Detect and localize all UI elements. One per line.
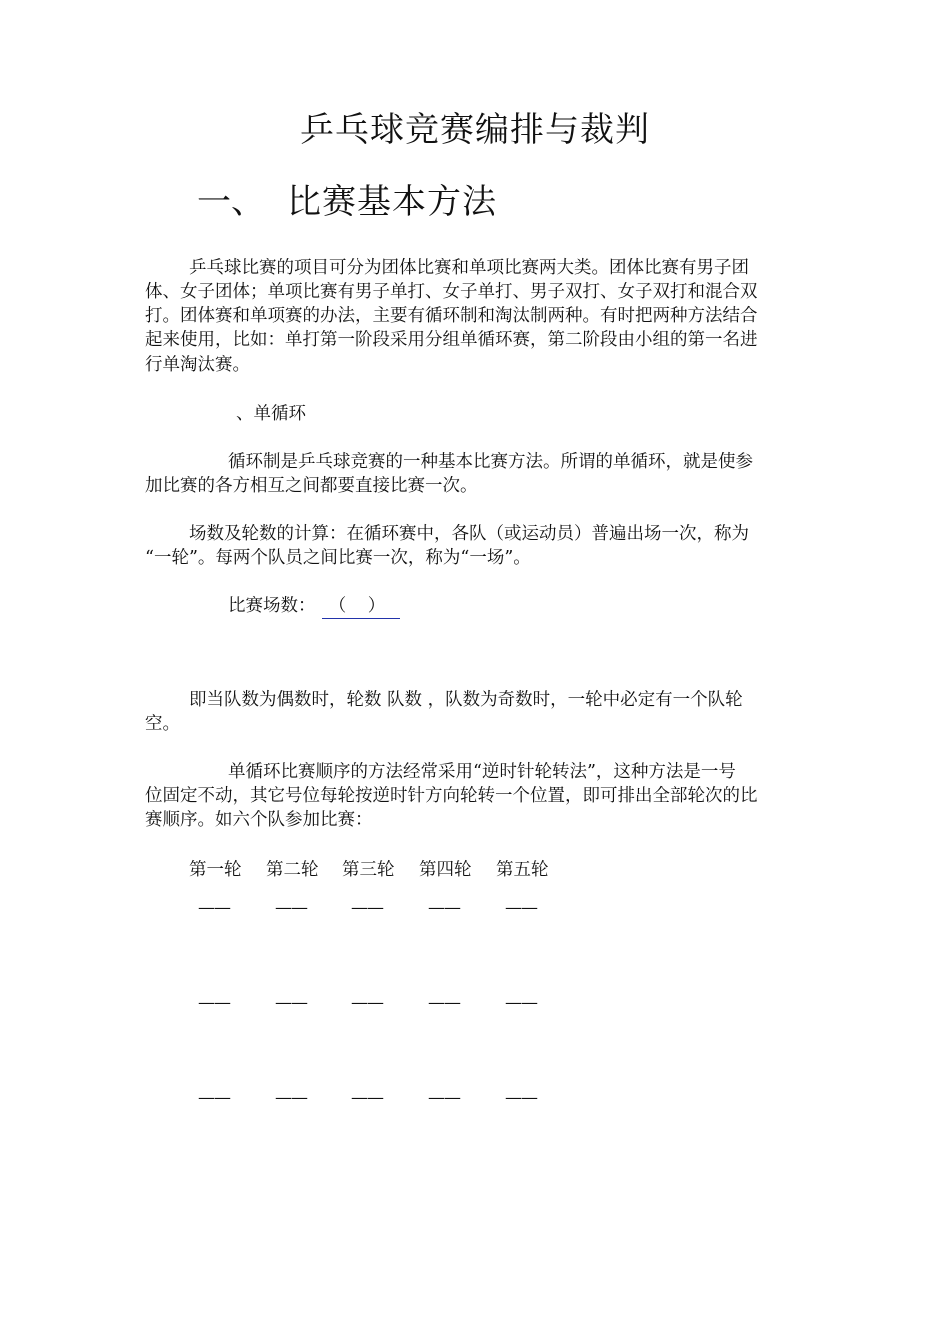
round-header: 第二轮 [266, 860, 319, 880]
pairing-blank: —— [428, 898, 460, 918]
pairing-blank: —— [351, 898, 383, 918]
pairing-blank: —— [505, 898, 537, 918]
round-header: 第五轮 [496, 860, 549, 880]
intro-line: 起来使用，比如：单打第一阶段采用分组单循环赛，第二阶段由小组的第一名进 [145, 330, 758, 350]
section-heading: 比赛基本方法 [287, 182, 497, 222]
pairing-blank: —— [275, 1088, 307, 1108]
match-count-blank-text: （ ） [322, 594, 400, 619]
round-robin-line: 循环制是乒乓球竞赛的一种基本比赛方法。所谓的单循环，就是使参 [228, 452, 753, 472]
round-header: 第一轮 [189, 860, 242, 880]
pairing-blank: —— [505, 993, 537, 1013]
pairing-blank: —— [198, 1088, 230, 1108]
pairing-blank: —— [428, 993, 460, 1013]
calc-line: “一轮”。每两个队员之间比赛一次，称为“一场”。 [145, 548, 531, 568]
intro-line: 行单淘汰赛。 [145, 355, 250, 375]
pairing-blank: —— [351, 993, 383, 1013]
rotation-line: 赛顺序。如六个队参加比赛： [145, 810, 373, 830]
pairing-blank: —— [198, 993, 230, 1013]
document-title: 乒乓球竞赛编排与裁判 [300, 110, 650, 150]
rotation-line: 单循环比赛顺序的方法经常采用“逆时针轮转法”，这种方法是一号 [228, 762, 736, 782]
subsection-heading: 、单循环 [236, 404, 306, 424]
intro-line: 打。团体赛和单项赛的办法，主要有循环制和淘汰制两种。有时把两种方法结合 [145, 306, 758, 326]
rotation-line: 位固定不动，其它号位每轮按逆时针方向轮转一个位置，即可排出全部轮次的比 [145, 786, 758, 806]
pairing-blank: —— [275, 993, 307, 1013]
match-count-blank[interactable] [322, 594, 400, 619]
pairing-blank: —— [351, 1088, 383, 1108]
even-odd-line: 即当队数为偶数时，轮数 队数 ，队数为奇数时，一轮中必定有一个队轮 [189, 690, 743, 710]
match-count-label: 比赛场数： [228, 596, 316, 616]
round-robin-line: 加比赛的各方相互之间都要直接比赛一次。 [145, 476, 478, 496]
calc-line: 场数及轮数的计算：在循环赛中，各队（或运动员）普遍出场一次，称为 [189, 524, 749, 544]
pairing-blank: —— [428, 1088, 460, 1108]
pairing-blank: —— [505, 1088, 537, 1108]
section-number: 一、 [197, 182, 265, 222]
pairing-blank: —— [275, 898, 307, 918]
round-header: 第三轮 [342, 860, 395, 880]
pairing-blank: —— [198, 898, 230, 918]
even-odd-line: 空。 [145, 714, 180, 734]
round-header: 第四轮 [419, 860, 472, 880]
intro-line: 乒乓球比赛的项目可分为团体比赛和单项比赛两大类。团体比赛有男子团 [189, 258, 749, 278]
intro-line: 体、女子团体；单项比赛有男子单打、女子单打、男子双打、女子双打和混合双 [145, 282, 758, 302]
